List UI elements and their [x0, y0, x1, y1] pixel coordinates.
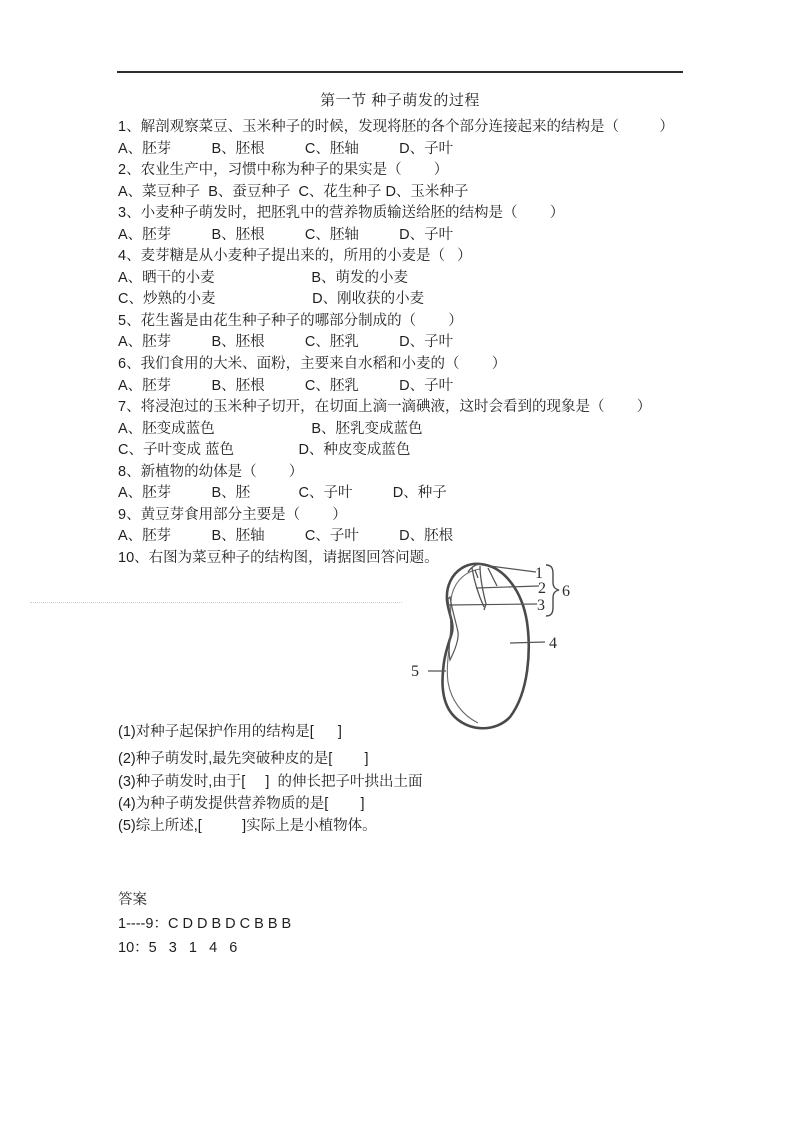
question-1-stem: 1、解剖观察菜豆、玉米种子的时候，发现将胚的各个部分连接起来的结构是（ ）	[118, 119, 674, 135]
seed-diagram	[400, 552, 585, 737]
figure-label-1: 1	[535, 565, 543, 582]
answers-line-1: 1----9：C D D B D C B B B	[118, 916, 292, 932]
fillin-3: (3)种子萌发时,由于[ ] 的伸长把子叶拱出土面	[118, 773, 423, 790]
fillin-1: (1)对种子起保护作用的结构是[ ]	[118, 724, 342, 740]
question-5-stem: 5、花生酱是由花生种子种子的哪部分制成的（ ）	[118, 312, 463, 329]
figure-label-2: 2	[538, 580, 546, 597]
label-line-2	[476, 586, 539, 588]
answers-line-2: 10：5 3 1 4 6	[118, 940, 238, 956]
question-4-stem: 4、麦芽糖是从小麦种子提出来的，所用的小麦是（ ）	[118, 248, 472, 265]
question-7-stem: 7、将浸泡过的玉米种子切开，在切面上滴一滴碘液，这时会看到的现象是（ ）	[118, 399, 652, 416]
question-9-options: A、胚芽 B、胚轴 C、子叶 D、胚根	[118, 528, 454, 545]
brace-123	[546, 565, 559, 616]
figure-label-4: 4	[549, 635, 557, 652]
figure-label-3: 3	[537, 597, 545, 614]
question-1-options: A、胚芽 B、胚根 C、胚轴 D、子叶	[118, 140, 454, 157]
page-title: 第一节 种子萌发的过程	[320, 92, 480, 109]
question-3-stem: 3、小麦种子萌发时，把胚乳中的营养物质输送给胚的结构是（ ）	[118, 205, 565, 222]
figure-label-6: 6	[562, 583, 570, 600]
answers-heading: 答案	[118, 892, 147, 908]
figure-label-5: 5	[411, 663, 419, 680]
seed-coat-inner-line	[447, 569, 480, 723]
question-4-options-cd: C、炒熟的小麦 D、刚收获的小麦	[118, 291, 425, 308]
label-line-4	[510, 642, 545, 643]
question-6-stem: 6、我们食用的大米、面粉，主要来自水稻和小麦的（ ）	[118, 356, 507, 373]
seed-diagram-svg	[400, 552, 585, 737]
fillin-4: (4)为种子萌发提供营养物质的是[ ]	[118, 795, 365, 812]
fillin-2: (2)种子萌发时,最先突破种皮的是[ ]	[118, 751, 369, 768]
question-8-options: A、胚芽 B、胚 C、子叶 D、种子	[118, 485, 447, 502]
question-3-options: A、胚芽 B、胚根 C、胚轴 D、子叶	[118, 226, 454, 243]
question-7-options-cd: C、子叶变成 蓝色 D、种皮变成蓝色	[118, 442, 411, 459]
question-2-options: A、菜豆种子 B、蚕豆种子 C、花生种子 D、玉米种子	[118, 183, 469, 200]
fill-in-block	[118, 721, 538, 837]
horizontal-rule	[117, 71, 683, 73]
faint-dotted-separator	[30, 602, 402, 603]
question-8-stem: 8、新植物的幼体是（ ）	[118, 463, 304, 480]
question-4-options-ab: A、晒干的小麦 B、萌发的小麦	[118, 269, 409, 286]
answer-block	[118, 888, 518, 960]
question-2-stem: 2、农业生产中，习惯中称为种子的果实是（ ）	[118, 162, 449, 179]
fillin-5: (5)综上所述,[ ]实际上是小植物体。	[118, 818, 377, 835]
question-5-options: A、胚芽 B、胚根 C、胚乳 D、子叶	[118, 334, 454, 351]
question-7-options-ab: A、胚变成蓝色 B、胚乳变成蓝色	[118, 420, 423, 437]
question-9-stem: 9、黄豆芽食用部分主要是（ ）	[118, 506, 347, 523]
question-block	[118, 117, 696, 569]
question-6-options: A、胚芽 B、胚根 C、胚乳 D、子叶	[118, 377, 454, 394]
question-10-stem: 10、右图为菜豆种子的结构图，请据图回答问题。	[118, 549, 439, 566]
